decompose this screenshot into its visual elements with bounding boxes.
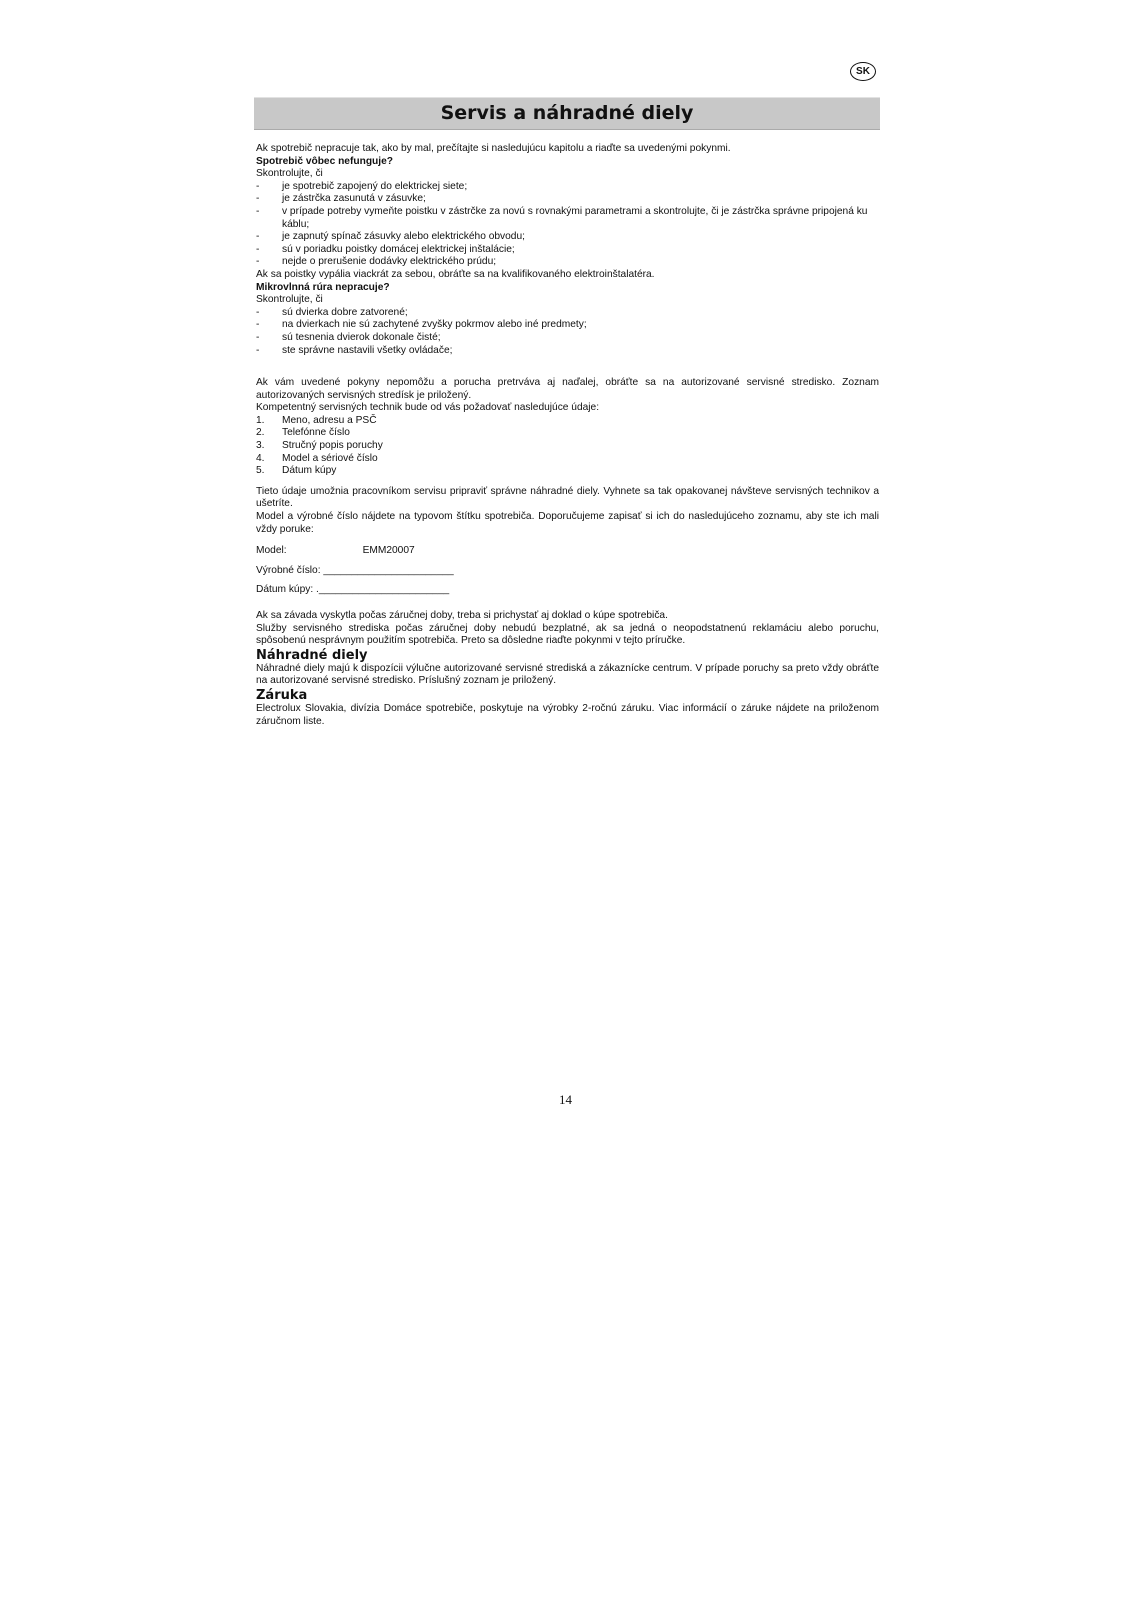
list-item: - ste správne nastavili všetky ovládače; [256, 345, 879, 358]
list-number: 4. [256, 452, 265, 464]
list-item: - je zástrčka zasunutá v zásuvke; [256, 193, 879, 206]
list-item [256, 415, 879, 428]
section2-checklist [256, 307, 879, 357]
page-content [256, 143, 879, 728]
list-item: - nejde o prerušenie dodávky elektrického prúdu; [256, 256, 879, 269]
warranty-note-1: Ak sa závada vyskytla počas záručnej doby, treba si prichystať aj doklad o kúpe spotrebiča. [256, 610, 668, 621]
warranty-text: Electrolux Slovakia, divízia Domáce spotrebiče, poskytuje na výrobky 2-ročnú záruku. Viac informácií o záruke nájdete na priloženom záručnom liste. [256, 702, 879, 727]
list-item: - je zapnutý spínač zásuvky alebo elektrického obvodu; [256, 231, 879, 244]
intro-text: Ak spotrebič nepracuje tak, ako by mal, prečítajte si nasledujúcu kapitolu a riaďte sa uvedenými pokynmi. [256, 143, 731, 154]
list-number: 2. [256, 427, 265, 439]
service-paragraph-4: Model a výrobné číslo nájdete na typovom štítku spotrebiča. Doporučujeme zapisať si ich do nasledujúceho zoznamu, aby ste ich mali vždy poruke: [256, 511, 879, 535]
service-paragraph-3: Tieto údaje umožnia pracovníkom servisu pripraviť správne náhradné diely. Vyhnete sa tak opakovanej návšteve servisných technikov a ušetríte. [256, 485, 879, 510]
section1-heading: Spotrebič vôbec nefunguje? [256, 155, 393, 167]
language-badge: SK [850, 62, 876, 81]
serial-label: Výrobné číslo: [256, 564, 321, 576]
warranty-heading: Záruka [256, 687, 308, 703]
spare-parts-text: Náhradné diely majú k dispozícii výlučne autorizované servisné strediská a zákaznícke centrum. V prípade poruchy sa preto vždy obráťte na autorizované servisné stredisko. Príslušný zoznam je priložený. [256, 662, 879, 687]
list-item [256, 440, 879, 453]
list-text: Meno, adresu a PSČ [282, 414, 377, 426]
list-item: - sú v poriadku poistky domácej elektrickej inštalácie; [256, 244, 879, 257]
section1-checklist [256, 181, 879, 269]
list-item [256, 465, 879, 478]
list-item [256, 453, 879, 466]
list-text: Dátum kúpy [282, 465, 337, 477]
serial-blank: _______________________ [323, 564, 454, 576]
service-paragraph-1: Ak vám uvedené pokyny nepomôžu a porucha pretrváva aj naďalej, obráťte sa na autorizované servisné stredisko. Zoznam autorizovaných servisných stredísk je priložený. [256, 377, 879, 401]
list-item: - v prípade potreby vymeňte poistku v zástrčke za novú s rovnakými parametrami a skontrolujte, či je zástrčka správne pripojená ku káblu; [256, 206, 879, 231]
list-text: Model a sériové číslo [282, 452, 378, 464]
section1-note: Ak sa poistky vypália viackrát za sebou, obráťte sa na kvalifikovaného elektroinštalatéra. [256, 268, 655, 280]
page-number: 14 [559, 1092, 572, 1107]
list-item: - na dvierkach nie sú zachytené zvyšky pokrmov alebo iné predmety; [256, 319, 879, 332]
section2-heading: Mikrovlnná rúra nepracuje? [256, 281, 390, 293]
list-text: Telefónne číslo [282, 427, 350, 439]
page-title: Servis a náhradné diely [254, 97, 880, 130]
section1-check: Skontrolujte, či [256, 168, 323, 180]
list-item [256, 427, 879, 440]
model-label: Model: [256, 545, 287, 557]
warranty-note-2: Služby servisného strediska počas záručnej doby nebudú bezplatné, ak sa jedná o neopodstatnenú reklamáciu alebo poruchu, spôsobenú nesprávnym použitím spotrebiča. Preto sa dôsledne riaďte pokynmi v tejto príručke. [256, 622, 879, 647]
model-row [256, 545, 879, 558]
required-info-list [256, 415, 879, 478]
purchase-date-label: Dátum kúpy: [256, 584, 314, 596]
purchase-date-row [256, 584, 879, 597]
serial-row [256, 565, 879, 578]
list-number: 5. [256, 465, 265, 477]
list-number: 3. [256, 440, 265, 452]
model-value: EMM20007 [362, 545, 415, 557]
list-number: 1. [256, 414, 265, 426]
purchase-date-blank: ._______________________ [316, 584, 450, 596]
spare-parts-heading: Náhradné diely [256, 647, 368, 663]
list-item: - je spotrebič zapojený do elektrickej siete; [256, 181, 879, 194]
section2-check: Skontrolujte, či [256, 294, 323, 306]
list-text: Stručný popis poruchy [282, 440, 383, 452]
list-item: - sú dvierka dobre zatvorené; [256, 307, 879, 320]
list-item: - sú tesnenia dvierok dokonale čisté; [256, 332, 879, 345]
service-paragraph-2: Kompetentný servisných technik bude od vás požadovať nasledujúce údaje: [256, 402, 600, 414]
